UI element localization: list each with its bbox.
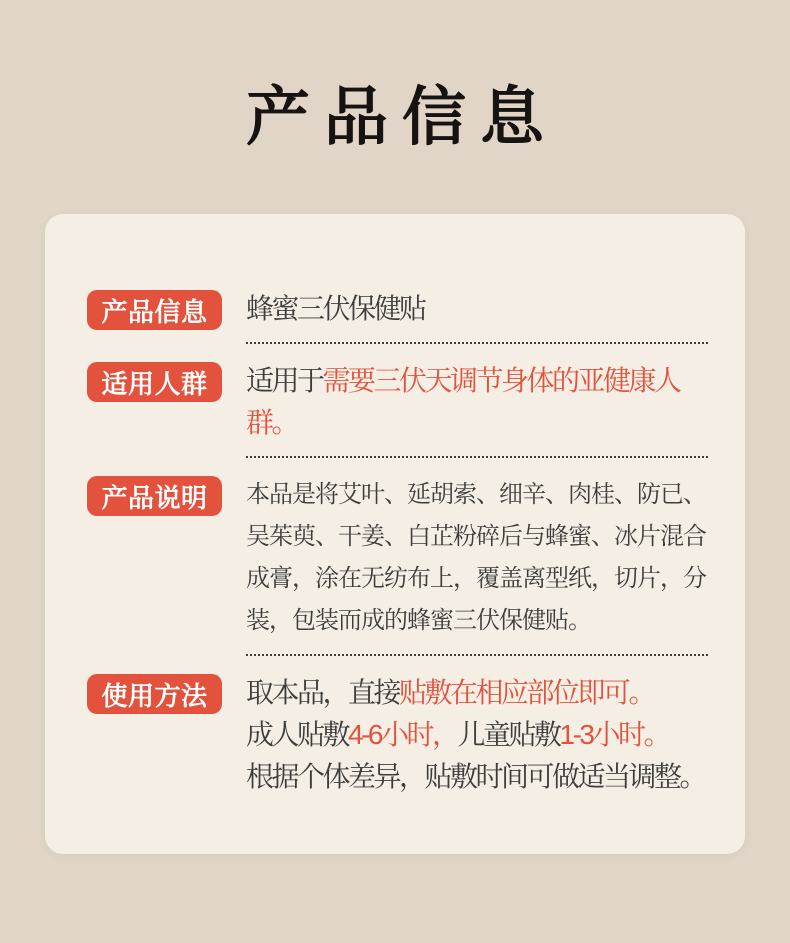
badge-target-users: 适用人群 xyxy=(87,362,222,402)
info-row-usage xyxy=(87,672,715,798)
body-text: 儿童贴敷 xyxy=(457,719,560,750)
info-row-product-description xyxy=(87,474,715,642)
row-text-target-users xyxy=(246,360,714,444)
body-text: 根据个体差异，贴敷时间可做适当调整。 xyxy=(246,761,706,792)
body-text: 成人贴敷 xyxy=(246,719,349,750)
body-text: 适用于 xyxy=(246,365,323,396)
text-line xyxy=(246,672,714,714)
divider xyxy=(246,342,708,344)
highlighted-text: 贴敷在相应部位即可。 xyxy=(399,677,655,708)
text-line xyxy=(246,756,714,798)
text-line xyxy=(246,474,714,642)
row-text-product-description xyxy=(246,474,714,642)
product-info-card xyxy=(45,214,745,854)
badge-product-description: 产品说明 xyxy=(87,476,222,516)
body-text: 蜂蜜三伏保健贴 xyxy=(246,293,425,324)
badge-usage: 使用方法 xyxy=(87,674,222,714)
row-text-usage xyxy=(246,672,714,798)
body-text: 本品是将艾叶、延胡索、细辛、肉桂、防已、吴茱萸、干姜、白芷粉碎后与蜂蜜、冰片混合成膏，涂在无纺布上，覆盖离型纸，切片，分装，包装而成的蜂蜜三伏保健贴。 xyxy=(246,481,706,634)
badge-product-info: 产品信息 xyxy=(87,290,222,330)
info-row-target-users xyxy=(87,360,715,444)
text-line xyxy=(246,714,714,756)
row-text-product-info xyxy=(246,288,714,330)
divider xyxy=(246,654,708,656)
body-text: 取本品，直接 xyxy=(246,677,400,708)
highlighted-text: 需要三伏天调节身体的亚健康人群。 xyxy=(246,365,680,438)
text-line xyxy=(246,288,714,330)
info-row-product-info xyxy=(87,288,715,330)
divider xyxy=(246,456,708,458)
page-title: 产品信息 xyxy=(246,80,558,155)
text-line xyxy=(246,360,714,444)
highlighted-text: 1-3小时。 xyxy=(559,719,669,750)
highlighted-text: 4-6小时， xyxy=(348,719,458,750)
